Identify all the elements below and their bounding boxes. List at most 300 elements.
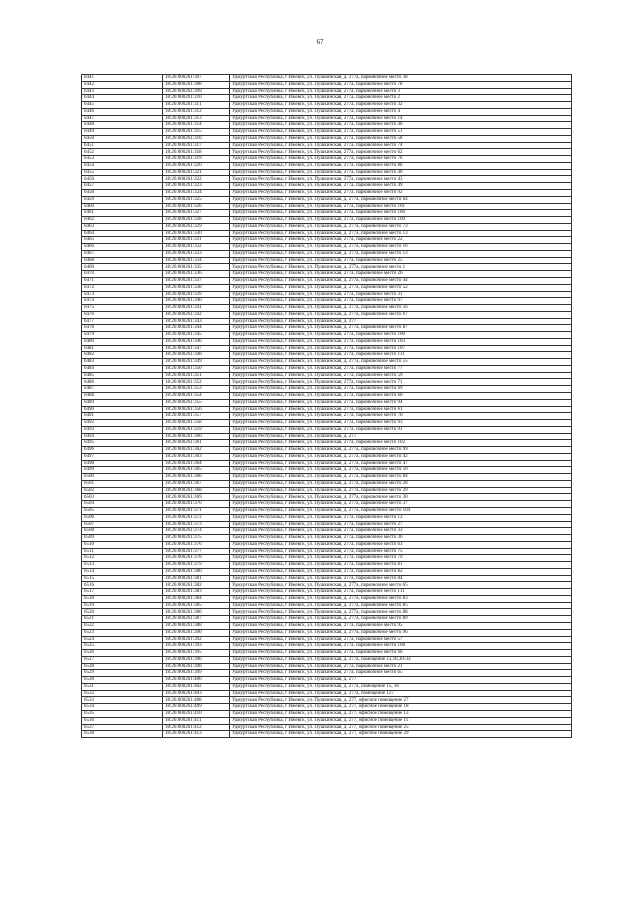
address-cell: Удмуртская Республика, г Ижевск, ул. Пушкинская, 277а, парковочное место 76	[230, 156, 572, 163]
address-cell: Удмуртская Республика, г Ижевск, ул. Пушкинская, 277а, парковочное место 21	[230, 663, 572, 670]
row-number-cell: 6516	[82, 582, 163, 589]
cadastral-number-cell: 18:26:000261:335	[163, 264, 230, 271]
row-number-cell: 6475	[82, 305, 163, 312]
row-number-cell: 6446	[82, 108, 163, 115]
row-number-cell: 6472	[82, 284, 163, 291]
row-number-cell: 6515	[82, 575, 163, 582]
cadastral-number-cell: 18:26:000261:346	[163, 338, 230, 345]
row-number-cell: 6458	[82, 190, 163, 197]
row-number-cell: 6469	[82, 264, 163, 271]
row-number-cell: 6500	[82, 474, 163, 481]
table-row	[82, 122, 572, 129]
cadastral-number-cell: 18:26:000261:332	[163, 244, 230, 251]
row-number-cell: 6448	[82, 122, 163, 129]
table-row	[82, 467, 572, 474]
row-number-cell: 6502	[82, 487, 163, 494]
row-number-cell: 6466	[82, 244, 163, 251]
cadastral-number-cell: 18:26:000261:320	[163, 162, 230, 169]
address-cell: Удмуртская Республика, г Ижевск, ул. Пушкинская, д. 277а, помещение 15, 16	[230, 683, 572, 690]
cadastral-number-cell: 18:26:000261:355	[163, 399, 230, 406]
cadastral-number-cell: 18:26:000261:319	[163, 156, 230, 163]
row-number-cell: 6441	[82, 75, 163, 82]
cadastral-number-cell: 18:26:000261:316	[163, 135, 230, 142]
row-number-cell: 6485	[82, 372, 163, 379]
address-cell: Удмуртская Республика, г Ижевск, ул. Пушкинская, д. 277а, парковочное место 38	[230, 75, 572, 82]
table-row	[82, 697, 572, 704]
address-cell: Удмуртская Республика, г Ижевск, ул. Пушкинская, 277а, парковочное место 12	[230, 514, 572, 521]
row-number-cell: 6468	[82, 257, 163, 264]
address-cell: Удмуртская Республика, г Ижевск, ул. Пушкинская, 277а, парковочное место 71	[230, 379, 572, 386]
address-cell: Удмуртская Республика, г Ижевск, ул. Пушкинская, д. 277а, парковочное место 13	[230, 230, 572, 237]
address-cell: Удмуртская Республика, г Ижевск, ул. Пушкинская, 277а, парковочное место 93	[230, 420, 572, 427]
cadastral-number-cell: 18:26:000261:369	[163, 494, 230, 501]
address-cell: Удмуртская Республика, г Ижевск, ул. Пушкинская, д. 277, офисное помещение 29	[230, 731, 572, 738]
cadastral-number-cell: 18:26:000261:336	[163, 271, 230, 278]
address-cell: Удмуртская Республика, г Ижевск, ул. Пушкинская, д. 277а, парковочное место 1	[230, 264, 572, 271]
table-row	[82, 480, 572, 487]
table-row	[82, 717, 572, 724]
address-cell: Удмуртская Республика, г Ижевск, ул. Пушкинская, д. 277а, парковочное место 83	[230, 595, 572, 602]
table-row	[82, 352, 572, 359]
cadastral-number-cell: 18:26:000261:353	[163, 386, 230, 393]
table-row	[82, 514, 572, 521]
cadastral-number-cell: 18:26:000261:396	[163, 656, 230, 663]
cadastral-number-cell: 18:26:000261:379	[163, 562, 230, 569]
cadastral-number-cell: 18:26:000261:341	[163, 305, 230, 312]
table-row	[82, 176, 572, 183]
table-body	[82, 75, 572, 738]
table-row	[82, 541, 572, 548]
cadastral-number-cell: 18:26:000261:358	[163, 420, 230, 427]
address-cell: Удмуртская Республика, г Ижевск, ул. Пушкинская, д. 277, офисное помещение 25	[230, 724, 572, 731]
address-cell: Удмуртская Республика, г Ижевск, ул. Пушкинская, д. 277	[230, 318, 572, 325]
table-row	[82, 420, 572, 427]
table-row	[82, 562, 572, 569]
row-number-cell: 6480	[82, 338, 163, 345]
row-number-cell: 6527	[82, 656, 163, 663]
cadastral-number-cell: 18:26:000261:385	[163, 602, 230, 609]
address-cell: Удмуртская Республика, г Ижевск, ул. Пушкинская, 277а, парковочное место 27	[230, 521, 572, 528]
cadastral-number-cell: 18:26:000261:399	[163, 670, 230, 677]
address-cell: Удмуртская Республика, г Ижевск, ул. Пушкинская, 277а, парковочное место 82	[230, 568, 572, 575]
address-cell: Удмуртская Республика, г Ижевск, ул. Пушкинская, 277а, парковочное место 100	[230, 332, 572, 339]
cadastral-number-cell: 18:26:000261:323	[163, 183, 230, 190]
cadastral-number-cell: 18:26:000261:378	[163, 555, 230, 562]
row-number-cell: 6505	[82, 508, 163, 515]
row-number-cell: 6456	[82, 176, 163, 183]
table-row	[82, 271, 572, 278]
row-number-cell: 6479	[82, 332, 163, 339]
table-row	[82, 460, 572, 467]
table-row	[82, 440, 572, 447]
address-cell: Удмуртская Республика, г Ижевск, ул. Пушкинская, 277а, парковочное место 49	[230, 183, 572, 190]
address-cell: Удмуртская Республика, г Ижевск, ул. Пушкинская, д. 277а, парковочное место 13	[230, 250, 572, 257]
address-cell: Удмуртская Республика, г Ижевск, ул. Пушкинская, 277а, парковочное место 58	[230, 135, 572, 142]
row-number-cell: 6530	[82, 677, 163, 684]
cadastral-number-cell: 18:26:000261:347	[163, 345, 230, 352]
table-row	[82, 95, 572, 102]
cadastral-number-cell: 18:26:000261:375	[163, 535, 230, 542]
row-number-cell: 6512	[82, 555, 163, 562]
cadastral-number-cell: 18:26:000261:380	[163, 568, 230, 575]
row-number-cell: 6461	[82, 210, 163, 217]
address-cell: Удмуртская Республика, г Ижевск, ул. Пушкинская, 277а, парковочное место 106	[230, 210, 572, 217]
address-cell: Удмуртская Республика, г Ижевск, ул. Пушкинская, 277а, парковочное место 51	[230, 129, 572, 136]
row-number-cell: 6522	[82, 623, 163, 630]
address-cell: Удмуртская Республика, г Ижевск, ул. Пушкинская, 277а, парковочное место 32	[230, 102, 572, 109]
cadastral-number-cell: 18:26:000261:413	[163, 731, 230, 738]
cadastral-number-cell: 18:26:000261:327	[163, 210, 230, 217]
table-row	[82, 623, 572, 630]
cadastral-number-cell: 18:26:000261:363	[163, 453, 230, 460]
row-number-cell: 6517	[82, 589, 163, 596]
address-cell: Удмуртская Республика, г Ижевск, ул. Пушкинская, 277а, парковочное место 103	[230, 338, 572, 345]
address-cell: Удмуртская Республика, г Ижевск, ул. Пушкинская, 277а, парковочное место 62	[230, 149, 572, 156]
table-row	[82, 501, 572, 508]
table-row	[82, 690, 572, 697]
cadastral-number-cell: 18:26:000261:307	[163, 75, 230, 82]
table-row	[82, 190, 572, 197]
table-row	[82, 602, 572, 609]
row-number-cell: 6443	[82, 88, 163, 95]
table-row	[82, 392, 572, 399]
cadastral-number-cell: 18:26:000261:412	[163, 724, 230, 731]
address-cell: Удмуртская Республика, г Ижевск, ул. Пушкинская, 277а, парковочное место 77	[230, 365, 572, 372]
table-row	[82, 264, 572, 271]
table-row	[82, 406, 572, 413]
table-row	[82, 277, 572, 284]
row-number-cell: 6537	[82, 724, 163, 731]
cadastral-number-cell: 18:26:000261:368	[163, 487, 230, 494]
address-cell: Удмуртская Республика, г Ижевск, ул. Пушкинская, 277а, парковочное место 36	[230, 535, 572, 542]
address-cell: Удмуртская Республика, г Ижевск, ул. Пушкинская, д. 277а, парковочное место 65	[230, 582, 572, 589]
table-row	[82, 298, 572, 305]
cadastral-number-cell: 18:26:000261:388	[163, 623, 230, 630]
address-cell: Удмуртская Республика, г Ижевск, ул. Пушкинская, д. 277а, парковочное место 52	[230, 284, 572, 291]
row-number-cell: 6449	[82, 129, 163, 136]
row-number-cell: 6447	[82, 115, 163, 122]
table-row	[82, 305, 572, 312]
cadastral-number-cell: 18:26:000261:366	[163, 474, 230, 481]
cadastral-number-cell: 18:26:000261:330	[163, 230, 230, 237]
address-cell: Удмуртская Республика, г Ижевск, ул. Пушкинская, д. 277а, парковочное место 47	[230, 460, 572, 467]
table-row	[82, 494, 572, 501]
table-row	[82, 704, 572, 711]
cadastral-number-cell: 18:26:000261:377	[163, 548, 230, 555]
table-row	[82, 663, 572, 670]
address-cell: Удмуртская Республика, г Ижевск, ул. Пушкинская, 277а, парковочное место 25	[230, 257, 572, 264]
table-row	[82, 724, 572, 731]
cadastral-number-cell: 18:26:000261:357	[163, 413, 230, 420]
address-cell: Удмуртская Республика, г Ижевск, ул. Пушкинская, д. 277а, парковочное место 84	[230, 474, 572, 481]
row-number-cell: 6452	[82, 149, 163, 156]
address-cell: Удмуртская Республика, г Ижевск, ул. Пушкинская, 277а, парковочное место 46	[230, 122, 572, 129]
row-number-cell: 6507	[82, 521, 163, 528]
address-cell: Удмуртская Республика, г Ижевск, ул. Пушкинская, д. 277	[230, 677, 572, 684]
cadastral-number-cell: 18:26:000261:322	[163, 176, 230, 183]
cadastral-number-cell: 18:26:000261:356	[163, 406, 230, 413]
cadastral-number-cell: 18:26:000261:393	[163, 643, 230, 650]
address-cell: Удмуртская Республика, г Ижевск, ул. Пушкинская, 277а, парковочное место 43	[230, 176, 572, 183]
address-cell: Удмуртская Республика, г Ижевск, ул. Пушкинская, д. 277а, парковочное место 56	[230, 305, 572, 312]
address-cell: Удмуртская Республика, г Ижевск, ул. Пушкинская, д. 277а, парковочное место 99	[230, 447, 572, 454]
cadastral-number-cell: 18:26:000261:386	[163, 609, 230, 616]
address-cell: Удмуртская Республика, г Ижевск, ул. Пушкинская, д. 277, офисное помещение 18	[230, 704, 572, 711]
cadastral-number-cell: 18:26:000261:345	[163, 332, 230, 339]
row-number-cell: 6465	[82, 237, 163, 244]
row-number-cell: 6518	[82, 595, 163, 602]
row-number-cell: 6445	[82, 102, 163, 109]
address-cell: Удмуртская Республика, г Ижевск, ул. Пушкинская, д. 277а, парковочное место 28	[230, 480, 572, 487]
table-row	[82, 609, 572, 616]
table-row	[82, 487, 572, 494]
table-row	[82, 508, 572, 515]
table-row	[82, 162, 572, 169]
cadastral-number-cell: 18:26:000261:374	[163, 528, 230, 535]
address-cell: Удмуртская Республика, г Ижевск, ул. Пушкинская, 277а, парковочное место 109	[230, 217, 572, 224]
row-number-cell: 6521	[82, 616, 163, 623]
address-cell: Удмуртская Республика, г Ижевск, ул. Пушкинская, 277а, парковочное место 2	[230, 95, 572, 102]
address-cell: Удмуртская Республика, г Ижевск, ул. Пушкинская, 277а, парковочное место 59	[230, 372, 572, 379]
cadastral-number-cell: 18:26:000261:364	[163, 460, 230, 467]
table-row	[82, 629, 572, 636]
address-cell: Удмуртская Республика, г Ижевск, ул. Пушкинская, 277а, парковочное место 4	[230, 108, 572, 115]
row-number-cell: 6477	[82, 318, 163, 325]
address-cell: Удмуртская Республика, г Ижевск, ул. Пушкинская, д. 277а, парковочное место 89	[230, 616, 572, 623]
cadastral-number-cell: 18:26:000261:381	[163, 575, 230, 582]
row-number-cell: 6482	[82, 352, 163, 359]
table-row	[82, 223, 572, 230]
cadastral-number-cell: 18:26:000261:333	[163, 250, 230, 257]
address-cell: Удмуртская Республика, г Ижевск, ул. Пушкинская, д. 277а, парковочное место 104	[230, 508, 572, 515]
table-row	[82, 237, 572, 244]
address-cell: Удмуртская Республика, г Ижевск, ул. Пушкинская, 277а, парковочное место 74	[230, 142, 572, 149]
cadastral-number-cell: 18:26:000261:408	[163, 697, 230, 704]
row-number-cell: 6529	[82, 670, 163, 677]
address-cell: Удмуртская Республика, г Ижевск, ул. Пушкинская, д. 277	[230, 433, 572, 440]
property-registry-table	[81, 74, 572, 738]
row-number-cell: 6464	[82, 230, 163, 237]
row-number-cell: 6463	[82, 223, 163, 230]
table-row	[82, 149, 572, 156]
table-row	[82, 88, 572, 95]
row-number-cell: 6534	[82, 704, 163, 711]
cadastral-number-cell: 18:26:000261:410	[163, 710, 230, 717]
table-row	[82, 399, 572, 406]
table-row	[82, 210, 572, 217]
address-cell: Удмуртская Республика, г Ижевск, ул. Пушкинская, 277а, парковочное место 78	[230, 81, 572, 88]
row-number-cell: 6460	[82, 203, 163, 210]
table-row	[82, 183, 572, 190]
cadastral-number-cell: 18:26:000261:350	[163, 365, 230, 372]
table-row	[82, 332, 572, 339]
address-cell: Удмуртская Республика, г Ижевск, ул. Пушкинская, 277а, парковочное место 79	[230, 555, 572, 562]
row-number-cell: 6470	[82, 271, 163, 278]
row-number-cell: 6481	[82, 345, 163, 352]
address-cell: Удмуртская Республика, г Ижевск, ул. Пушкинская, д. 277а, парковочное место 64	[230, 196, 572, 203]
address-cell: Удмуртская Республика, г Ижевск, ул. Пушкинская, д. 277а, парковочное место 29	[230, 487, 572, 494]
address-cell: Удмуртская Республика, г Ижевск, ул. Пушкинская, д. 277а, парковочное место 37	[230, 501, 572, 508]
address-cell: Удмуртская Республика, г Ижевск, ул. Пушкинская, 277а, парковочное место 57	[230, 636, 572, 643]
cadastral-number-cell: 18:26:000261:402	[163, 683, 230, 690]
cadastral-number-cell: 18:26:000261:395	[163, 650, 230, 657]
table-row	[82, 548, 572, 555]
cadastral-number-cell: 18:26:000261:354	[163, 392, 230, 399]
table-row	[82, 413, 572, 420]
table-row	[82, 257, 572, 264]
cadastral-number-cell: 18:26:000261:409	[163, 704, 230, 711]
address-cell: Удмуртская Республика, г Ижевск, ул. Пушкинская, 277а, парковочное место 81	[230, 562, 572, 569]
table-row	[82, 284, 572, 291]
cadastral-number-cell: 18:26:000261:384	[163, 595, 230, 602]
address-cell: Удмуртская Республика, г Ижевск, ул. Пушкинская, д. 277а, парковочное место 88	[230, 609, 572, 616]
address-cell: Удмуртская Республика, г Ижевск, ул. Пушкинская, д. 277а, парковочное место 50	[230, 467, 572, 474]
table-row	[82, 142, 572, 149]
cadastral-number-cell: 18:26:000261:411	[163, 717, 230, 724]
cadastral-number-cell: 18:26:000261:314	[163, 122, 230, 129]
address-cell: Удмуртская Республика, г Ижевск, ул. Пушкинская, 277а, парковочное место 63	[230, 541, 572, 548]
table-row	[82, 108, 572, 115]
table-row	[82, 129, 572, 136]
cadastral-number-cell: 18:26:000261:392	[163, 636, 230, 643]
row-number-cell: 6499	[82, 467, 163, 474]
row-number-cell: 6533	[82, 697, 163, 704]
cadastral-number-cell: 18:26:000261:351	[163, 372, 230, 379]
address-cell: Удмуртская Республика, г Ижевск, ул. Пушкинская, 277а, парковочное место 95	[230, 623, 572, 630]
row-number-cell: 6451	[82, 142, 163, 149]
row-number-cell: 6511	[82, 548, 163, 555]
row-number-cell: 6528	[82, 663, 163, 670]
address-cell: Удмуртская Республика, г Ижевск, ул. Пушкинская, д. 277, офисное помещение 11	[230, 717, 572, 724]
cadastral-number-cell: 18:26:000261:398	[163, 663, 230, 670]
row-number-cell: 6496	[82, 447, 163, 454]
table-row	[82, 683, 572, 690]
table-row	[82, 710, 572, 717]
row-number-cell: 6504	[82, 501, 163, 508]
row-number-cell: 6531	[82, 683, 163, 690]
row-number-cell: 6462	[82, 217, 163, 224]
cadastral-number-cell: 18:26:000261:376	[163, 541, 230, 548]
row-number-cell: 6510	[82, 541, 163, 548]
table-row	[82, 555, 572, 562]
address-cell: Удмуртская Республика, г Ижевск, ул. Пушкинская, 277а, парковочное место 31	[230, 291, 572, 298]
row-number-cell: 6455	[82, 169, 163, 176]
table-row	[82, 535, 572, 542]
address-cell: Удмуртская Республика, г Ижевск, ул. Пушкинская, 277а, парковочное место 70	[230, 413, 572, 420]
address-cell: Удмуртская Республика, г Ижевск, ул. Пушкинская, 277а, парковочное место 111	[230, 589, 572, 596]
row-number-cell: 6487	[82, 386, 163, 393]
address-cell: Удмуртская Республика, г Ижевск, ул. Пушкинская, д. 277а, парковочное место 16	[230, 244, 572, 251]
cadastral-number-cell: 18:26:000261:343	[163, 318, 230, 325]
cadastral-number-cell: 18:26:000261:309	[163, 88, 230, 95]
table-row	[82, 169, 572, 176]
table-row	[82, 474, 572, 481]
table-row	[82, 230, 572, 237]
row-number-cell: 6471	[82, 277, 163, 284]
table-row	[82, 359, 572, 366]
row-number-cell: 6508	[82, 528, 163, 535]
row-number-cell: 6519	[82, 602, 163, 609]
row-number-cell: 6494	[82, 433, 163, 440]
address-cell: Удмуртская Республика, г Ижевск, ул. Пушкинская, д. 277, офисное помещение 27	[230, 697, 572, 704]
row-number-cell: 6493	[82, 426, 163, 433]
table-row	[82, 447, 572, 454]
cadastral-number-cell: 18:26:000261:352	[163, 379, 230, 386]
row-number-cell: 6484	[82, 365, 163, 372]
cadastral-number-cell: 18:26:000261:382	[163, 582, 230, 589]
cadastral-number-cell: 18:26:000261:349	[163, 359, 230, 366]
cadastral-number-cell: 18:26:000261:317	[163, 142, 230, 149]
row-number-cell: 6442	[82, 81, 163, 88]
row-number-cell: 6535	[82, 710, 163, 717]
address-cell: Удмуртская Республика, г Ижевск, ул. Пушкинская, 277а, парковочное место 86	[230, 162, 572, 169]
address-cell: Удмуртская Республика, г Ижевск, ул. Пушкинская, 277а, парковочное место 22	[230, 237, 572, 244]
address-cell: Удмуртская Республика, г Ижевск, ул. Пушкинская, 277а, парковочное место 107	[230, 345, 572, 352]
row-number-cell: 6513	[82, 562, 163, 569]
table-row	[82, 81, 572, 88]
cadastral-number-cell: 18:26:000261:321	[163, 169, 230, 176]
cadastral-number-cell: 18:26:000261:325	[163, 196, 230, 203]
address-cell: Удмуртская Республика, г Ижевск, ул. Пушкинская, д. 277а, парковочное место 30	[230, 494, 572, 501]
cadastral-number-cell: 18:26:000261:361	[163, 440, 230, 447]
table-row	[82, 250, 572, 257]
address-cell: Удмуртская Республика, г Ижевск, ул. Пушкинская, 277а, парковочное место 33	[230, 528, 572, 535]
cadastral-number-cell: 18:26:000261:359	[163, 426, 230, 433]
address-cell: Удмуртская Республика, г Ижевск, ул. Пушкинская, 277а, парковочное место 97	[230, 298, 572, 305]
cadastral-number-cell: 18:26:000261:344	[163, 325, 230, 332]
table-row	[82, 575, 572, 582]
table-row	[82, 589, 572, 596]
cadastral-number-cell: 18:26:000261:329	[163, 223, 230, 230]
table-row	[82, 325, 572, 332]
table-row	[82, 643, 572, 650]
row-number-cell: 6514	[82, 568, 163, 575]
cadastral-number-cell: 18:26:000261:400	[163, 677, 230, 684]
cadastral-number-cell: 18:26:000261:338	[163, 284, 230, 291]
address-cell: Удмуртская Республика, г Ижевск, ул. Пушкинская, 277а, парковочное место 40	[230, 169, 572, 176]
table-row	[82, 196, 572, 203]
table-row	[82, 521, 572, 528]
address-cell: Удмуртская Республика, г Ижевск, ул. Пушкинская, 277а, парковочное место 102	[230, 440, 572, 447]
table-row	[82, 372, 572, 379]
address-cell: Удмуртская Республика, г Ижевск, ул. Пушкинская, 277а, парковочное место 14	[230, 115, 572, 122]
row-number-cell: 6538	[82, 731, 163, 738]
address-cell: Удмуртская Республика, г Ижевск, ул. Пушкинская, д. 277а, помещение 127	[230, 690, 572, 697]
address-cell: Удмуртская Республика, г Ижевск, ул. Пушкинская, 277а, парковочное место 111	[230, 352, 572, 359]
row-number-cell: 6476	[82, 311, 163, 318]
address-cell: Удмуртская Республика, г Ижевск, ул. Пушкинская, 277а, парковочное место 65	[230, 670, 572, 677]
cadastral-number-cell: 18:26:000261:308	[163, 81, 230, 88]
address-cell: Удмуртская Республика, г Ижевск, ул. Пушкинская, 277а, парковочное место 61	[230, 406, 572, 413]
table-row	[82, 656, 572, 663]
table-row	[82, 528, 572, 535]
cadastral-number-cell: 18:26:000261:312	[163, 108, 230, 115]
row-number-cell: 6453	[82, 156, 163, 163]
row-number-cell: 6473	[82, 291, 163, 298]
address-cell: Удмуртская Республика, г Ижевск, ул. Пушкинская, 277а, парковочное место 94	[230, 399, 572, 406]
row-number-cell: 6450	[82, 135, 163, 142]
cadastral-number-cell: 18:26:000261:324	[163, 190, 230, 197]
cadastral-number-cell: 18:26:000261:371	[163, 508, 230, 515]
cadastral-number-cell: 18:26:000261:342	[163, 311, 230, 318]
row-number-cell: 6506	[82, 514, 163, 521]
address-cell: Удмуртская Республика, г Ижевск, ул. Пушкинская, 277а, парковочное место 84	[230, 575, 572, 582]
row-number-cell: 6536	[82, 717, 163, 724]
cadastral-number-cell: 18:26:000261:334	[163, 257, 230, 264]
row-number-cell: 6486	[82, 379, 163, 386]
cadastral-number-cell: 18:26:000261:328	[163, 217, 230, 224]
cadastral-number-cell: 18:26:000261:367	[163, 480, 230, 487]
